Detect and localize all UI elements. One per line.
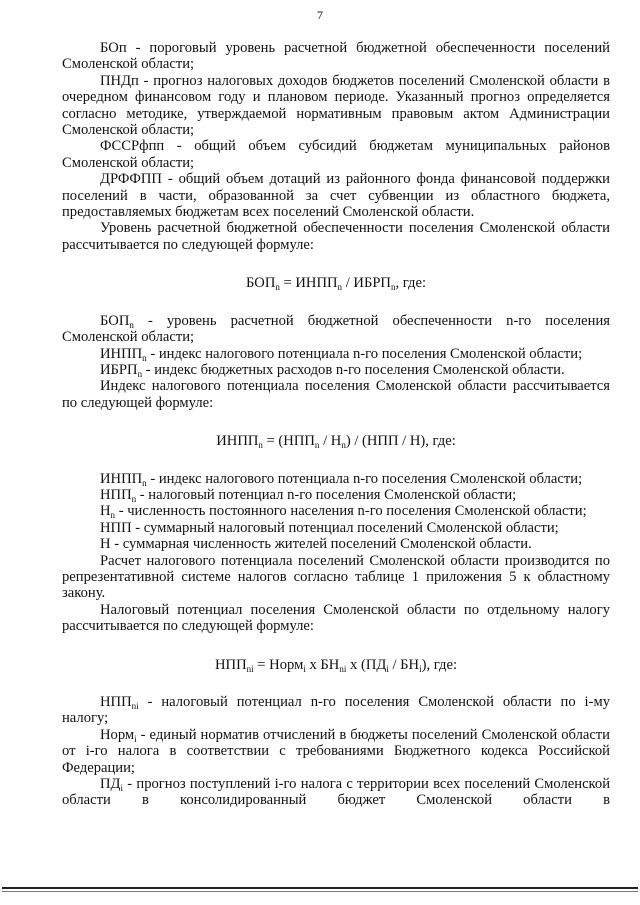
page-bottom-rule-thin — [2, 891, 638, 892]
paragraph: $ИНПП_n$ - индекс налогового потенциала n-го поселения Смоленской области; — [100, 470, 583, 488]
paragraph: Расчет налогового потенциала поселений Смоленской области производится по репрезентативной системе налогов согласно таблице 1 приложения 5 к областному закону. — [62, 552, 610, 602]
document-body — [62, 40, 610, 809]
formula: $НПП_{ni}$ = Норм$_i$ х $БН_{ni}$ х $(ПД_i / БН_i)$, где: — [214, 656, 457, 674]
paragraph: ДРФФПП - общий объем дотаций из районного фонда финансовой поддержки поселений в части, образованной за счет субвенции из областного бюджета, предоставляемых бюджетам всех поселений Смоленской области. — [62, 171, 610, 221]
paragraph: Уровень расчетной бюджетной обеспеченности поселения Смоленской области рассчитывается по следующей формуле: — [62, 220, 610, 253]
paragraph: БОп - пороговый уровень расчетной бюджетной обеспеченности поселений Смоленской области; — [62, 40, 610, 73]
page-bottom-rule — [2, 887, 638, 889]
paragraph: $ИБРП_n$ - индекс бюджетных расходов n-го поселения Смоленской области. — [100, 361, 565, 379]
paragraph: ФССРфпп - общий объем субсидий бюджетам муниципальных районов Смоленской области; — [62, 138, 610, 171]
formula: $ИНПП_n = (НПП_n / Н_n) / (НПП / Н)$, где: — [216, 433, 456, 451]
paragraph: НПП - суммарный налоговый потенциал поселений Смоленской области; — [100, 519, 559, 536]
paragraph: $БОП_n$ - уровень расчетной бюджетной обеспеченности n-го поселения Смоленской области; — [62, 312, 610, 346]
page-number: 7 — [317, 8, 323, 22]
paragraph: Налоговый потенциал поселения Смоленской области по отдельному налогу рассчитывается по следующей формуле: — [62, 601, 610, 635]
paragraph: Норм$_i$ - единый норматив отчислений в бюджеты поселений Смоленской области от i-го налога в соответствии с требованиями Бюджетного кодекса Российской Федерации; — [62, 726, 610, 776]
paragraph: $ПД_i$ - прогноз поступлений i-го налога с территории всех поселений Смоленской области в консолидированный бюджет Смоленской области в — [62, 776, 610, 809]
paragraph: $НПП_{ni}$ - налоговый потенциал n-го поселения Смоленской области по i-му налогу; — [62, 694, 610, 727]
paragraph: ПНДп - прогноз налоговых доходов бюджетов поселений Смоленской области в очередном финансовом году и плановом периоде. Указанный прогноз определяется согласно методике, утверждаемой нормативным правовым актом Администрации Смоленской области; — [62, 72, 610, 139]
paragraph: $ИНПП_n$ - индекс налогового потенциала n-го поселения Смоленской области; — [100, 345, 583, 363]
paragraph: Индекс налогового потенциала поселения Смоленской области рассчитывается по следующей формуле: — [62, 378, 610, 411]
paragraph: Н - суммарная численность жителей поселений Смоленской области. — [100, 536, 532, 553]
paragraph: $НПП_n$ - налоговый потенциал n-го поселения Смоленской области; — [100, 486, 517, 504]
paragraph: $Н_n$ - численность постоянного населения n-го поселения Смоленской области; — [100, 503, 587, 521]
formula: $БОП_n$ = $ИНПП_n$ / $ИБРП_n$, где: — [246, 275, 426, 293]
